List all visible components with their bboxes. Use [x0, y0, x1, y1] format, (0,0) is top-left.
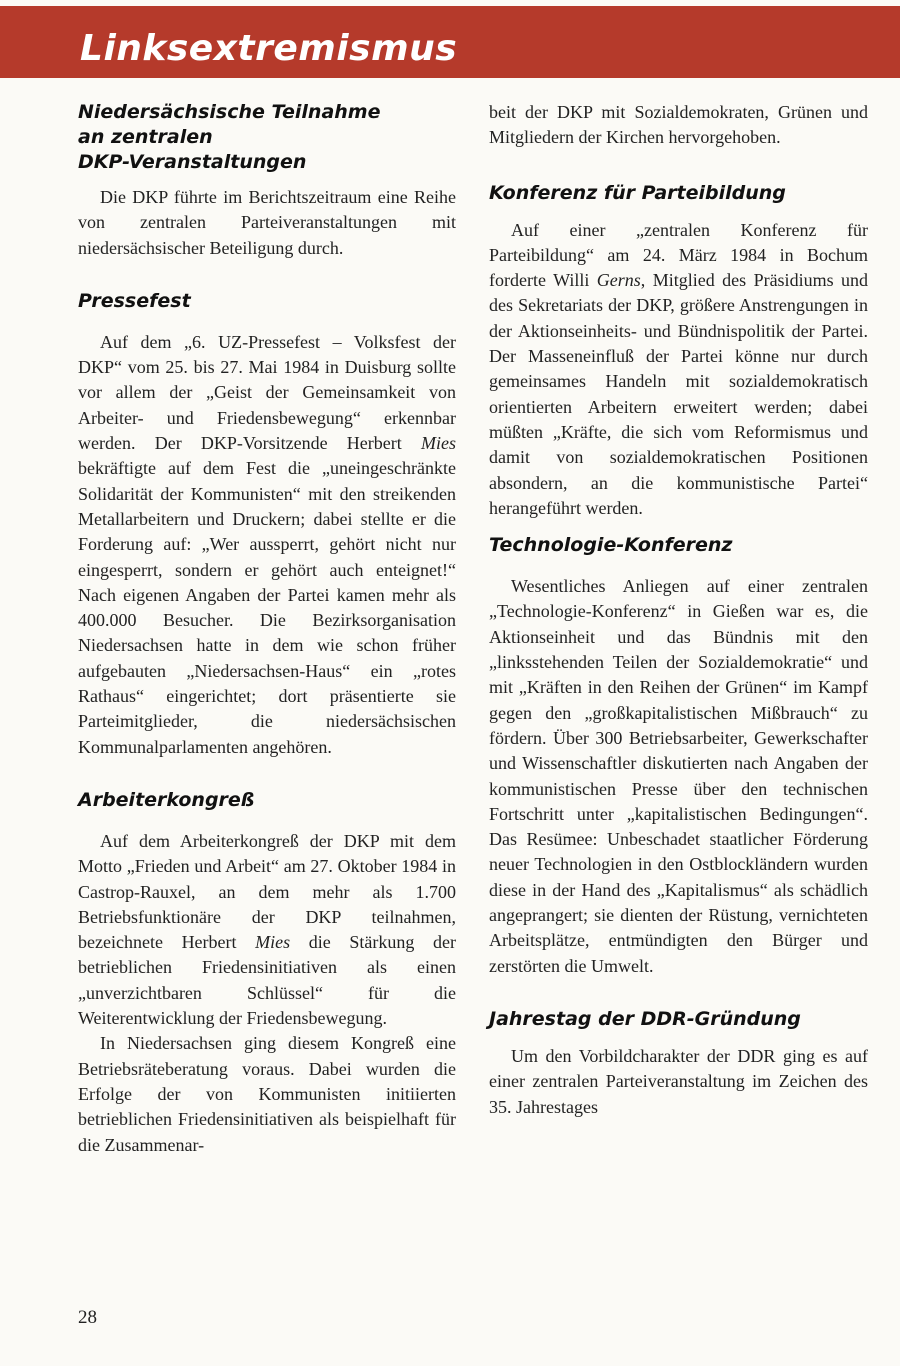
section-heading: Jahrestag der DDR-Gründung [489, 1007, 801, 1030]
paragraph [489, 218, 868, 522]
section-jahrestag-ddr [489, 1007, 868, 1120]
section-pressefest [78, 289, 456, 760]
section-niedersaechsische-teilnahme [78, 100, 456, 261]
paragraph [78, 330, 456, 760]
right-column [489, 100, 868, 1120]
paragraph: In Niedersachsen ging diesem Kongreß eine Betriebsräteberatung voraus. Dabei wurden die Erfolge der von Kommunisten initiierten betrieblichen Friedensinitiativen als beispielhaft für die Zusammenar- [78, 1033, 456, 1155]
page-title: Linksextremismus [80, 28, 458, 69]
text-run: Auf einer „zentralen Konferenz für Parteibildung“ am 24. März 1984 in Bochum forderte Willi [489, 219, 868, 291]
text-run: bekräftigte auf dem Fest die „uneingeschränkte Solidarität der Kommunisten“ mit den streikenden Metallarbeitern und Druckern; dabei stellte er die Forderung auf: „Wer aussperrt, gehört nicht nur eingesperrt, sondern er gehört auch enteignet!“ Nach eigenen Angaben der Partei kamen mehr als 400.000 Besucher. Die Bezirksorganisation Niedersachsen hatte in dem wie schon früher aufgebauten „Niedersachsen-Haus“ ein „rotes Rathaus“ eingerichtet; dort präsentierte sie Parteimitglieder, die niedersächsischen Kommunalparlamenten angehören. [78, 458, 456, 757]
person-name: Mies [255, 932, 291, 953]
section-technologie-konferenz [489, 533, 868, 979]
section-heading [78, 100, 456, 175]
paragraph: Um den Vorbildcharakter der DDR ging es auf einer zentralen Parteiveranstaltung im Zeichen des 35. Jahrestages [489, 1045, 868, 1117]
text-run: Auf dem Arbeiterkongreß der DKP mit dem Motto „Frieden und Arbeit“ am 27. Oktober 1984 in Castrop-Rauxel, an dem mehr als 1.700 Betriebsfunktionäre der DKP teilnahmen, bezeichnete Herbert [78, 830, 456, 953]
header-banner [0, 6, 900, 78]
text-run: Auf dem „6. UZ-Pressefest – Volksfest der DKP“ vom 25. bis 27. Mai 1984 in Duisburg sollte vor allem der „Geist der Gemeinsamkeit von Arbeiter- und Friedensbewegung“ erkennbar werden. Der DKP-Vorsitzende Herbert [78, 331, 456, 454]
left-column [78, 100, 456, 1158]
page-number: 28 [78, 1307, 97, 1328]
paragraph-continuation: beit der DKP mit Sozialdemokraten, Grünen und Mitgliedern der Kirchen hervorgehoben. [489, 102, 868, 148]
section-arbeiterkongress [78, 788, 456, 1158]
paragraph: Die DKP führte im Berichtszeitraum eine Reihe von zentralen Parteiveranstaltungen mit niedersächsischer Beteiligung durch. [78, 187, 456, 258]
section-heading: Arbeiterkongreß [78, 788, 255, 811]
section-heading: Technologie-Konferenz [489, 534, 733, 557]
paragraph: Wesentliches Anliegen auf einer zentralen „Technologie-Konferenz“ in Gießen war es, die Aktionseinheit und das Bündnis mit den „linksstehenden Teilen der Sozialdemokratie“ und mit „Kräften in den Reihen der Grünen“ im Kampf gegen den „großkapitalistischen Mißbrauch“ zu fördern. Über 300 Betriebsarbeiter, Gewerkschafter und Wissenschaftler diskutierten nach Angaben der kommunistischen Presse über den technischen Fortschritt unter „kapitalistischen Bedingungen“. Das Resümee: Unbeschadet staatlicher Förderung neuer Technologien in den Ostblockländern wurden diese in der Hand des „Kapitalismus“ als schädlich angeprangert; sie dienten der Rüstung, vernichteten Arbeitsplätze, entmündigten den Bürger und zerstörten die Umwelt. [489, 576, 868, 976]
section-heading: Konferenz für Parteibildung [489, 181, 786, 204]
person-name: Mies [421, 433, 456, 454]
paragraph [78, 829, 456, 1031]
person-name: Gerns [596, 270, 641, 291]
text-run: die Stärkung der betrieblichen Friedensinitiativen als einen „unverzichtbaren Schlüssel“ für die Weiterentwicklung der Friedensbewegung. [78, 932, 456, 1029]
section-heading: Pressefest [78, 289, 191, 312]
section-konferenz-parteibildung [489, 181, 868, 522]
heading-line: an zentralen [78, 126, 213, 148]
text-run: , Mitglied des Präsidiums und des Sekretariats der DKP, größere Anstrengungen in der Aktionseinheits- und Bündnispolitik der Partei. Der Masseneinfluß der Partei könne nur durch gemeinsames Handeln mit sozialdemokratisch orientierten Arbeitern erweitert werden; dabei müßten „Kräfte, die sich vom Reformismus und damit von sozialdemokratischen Positionen absondern, an die kommunistische Partei“ herangeführt werden. [489, 270, 868, 518]
heading-line: Niedersächsische Teilnahme [78, 101, 381, 123]
heading-line: DKP-Veranstaltungen [78, 151, 307, 173]
